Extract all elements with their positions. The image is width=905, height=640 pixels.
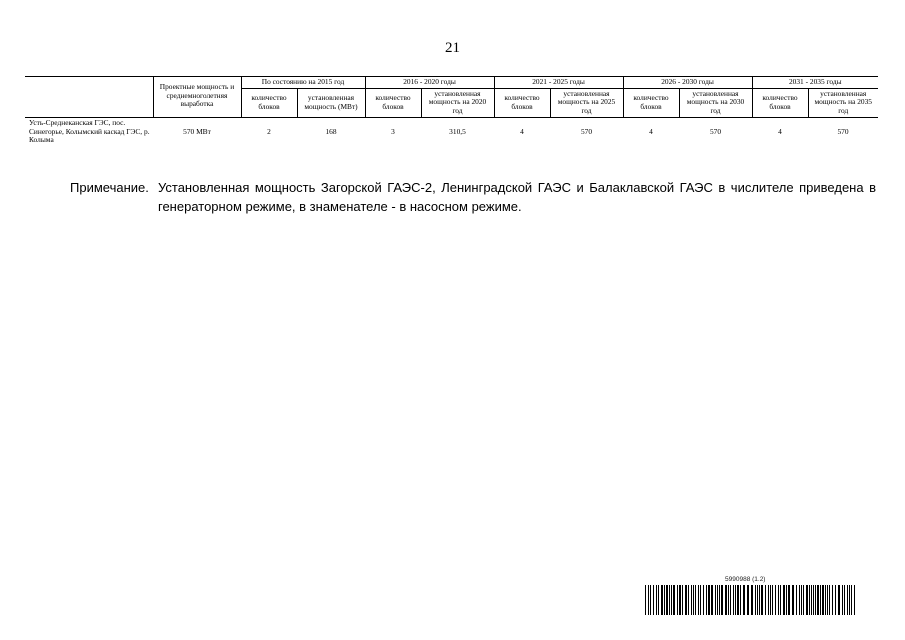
header-group-2015: По состоянию на 2015 год xyxy=(241,77,365,89)
capacity-2035: 570 xyxy=(837,126,849,136)
header-group-2026-2030: 2026 - 2030 годы xyxy=(623,77,752,89)
note-text: Установленная мощность Загорской ГАЭС-2, Ленинградской ГАЭС и Балаклавской ГАЭС в числителе приведена в генераторном режиме, в знаменателе - в насосном режиме. xyxy=(158,180,876,214)
station-name: Усть-Среднеканская ГЭС, пос. Синегорье, Колымский каскад ГЭС, р. Колыма xyxy=(29,117,150,145)
header-capacity-2020: установленная мощность на 2020 год xyxy=(421,88,494,117)
barcode-id: 5990988 (1.2) xyxy=(725,576,766,583)
header-name-cell xyxy=(25,77,153,118)
count-2015: 2 xyxy=(267,126,271,136)
design-capacity: 570 МВт xyxy=(183,126,211,136)
capacity-2015: 168 xyxy=(325,126,337,136)
header-count-2025: количество блоков xyxy=(494,88,550,117)
header-capacity-2030: установленная мощность на 2030 год xyxy=(679,88,752,117)
count-2020: 3 xyxy=(391,126,395,136)
count-2030: 4 xyxy=(649,126,653,136)
capacity-2030: 570 xyxy=(709,126,722,136)
header-design: Проектные мощность и среднемноголетняя выработка xyxy=(153,77,241,118)
header-capacity-2025: установленная мощность на 2025 год xyxy=(550,88,623,117)
header-row-groups xyxy=(25,77,878,89)
barcode-icon xyxy=(645,585,857,615)
page-number: 21 xyxy=(445,40,460,56)
header-count-2015: количество блоков xyxy=(241,88,297,117)
note-label: Примечание. xyxy=(70,180,149,195)
header-count-2030: количество блоков xyxy=(623,88,679,117)
barcode-block xyxy=(645,576,857,616)
capacity-2025: 570 xyxy=(580,126,593,136)
note-paragraph xyxy=(70,178,876,216)
header-group-2031-2035: 2031 - 2035 годы xyxy=(752,77,878,89)
header-group-2016-2020: 2016 - 2020 годы xyxy=(365,77,494,89)
table-row xyxy=(25,117,878,146)
count-2035: 4 xyxy=(778,126,782,136)
header-capacity-2035: установленная мощность на 2035 год xyxy=(808,88,878,117)
header-count-2035: количество блоков xyxy=(752,88,808,117)
header-capacity-2015: установленная мощность (МВт) xyxy=(297,88,365,117)
header-group-2021-2025: 2021 - 2025 годы xyxy=(494,77,623,89)
hydro-capacity-table xyxy=(25,76,878,146)
header-count-2020: количество блоков xyxy=(365,88,421,117)
count-2025: 4 xyxy=(520,126,524,136)
capacity-2020: 310,5 xyxy=(449,126,466,136)
